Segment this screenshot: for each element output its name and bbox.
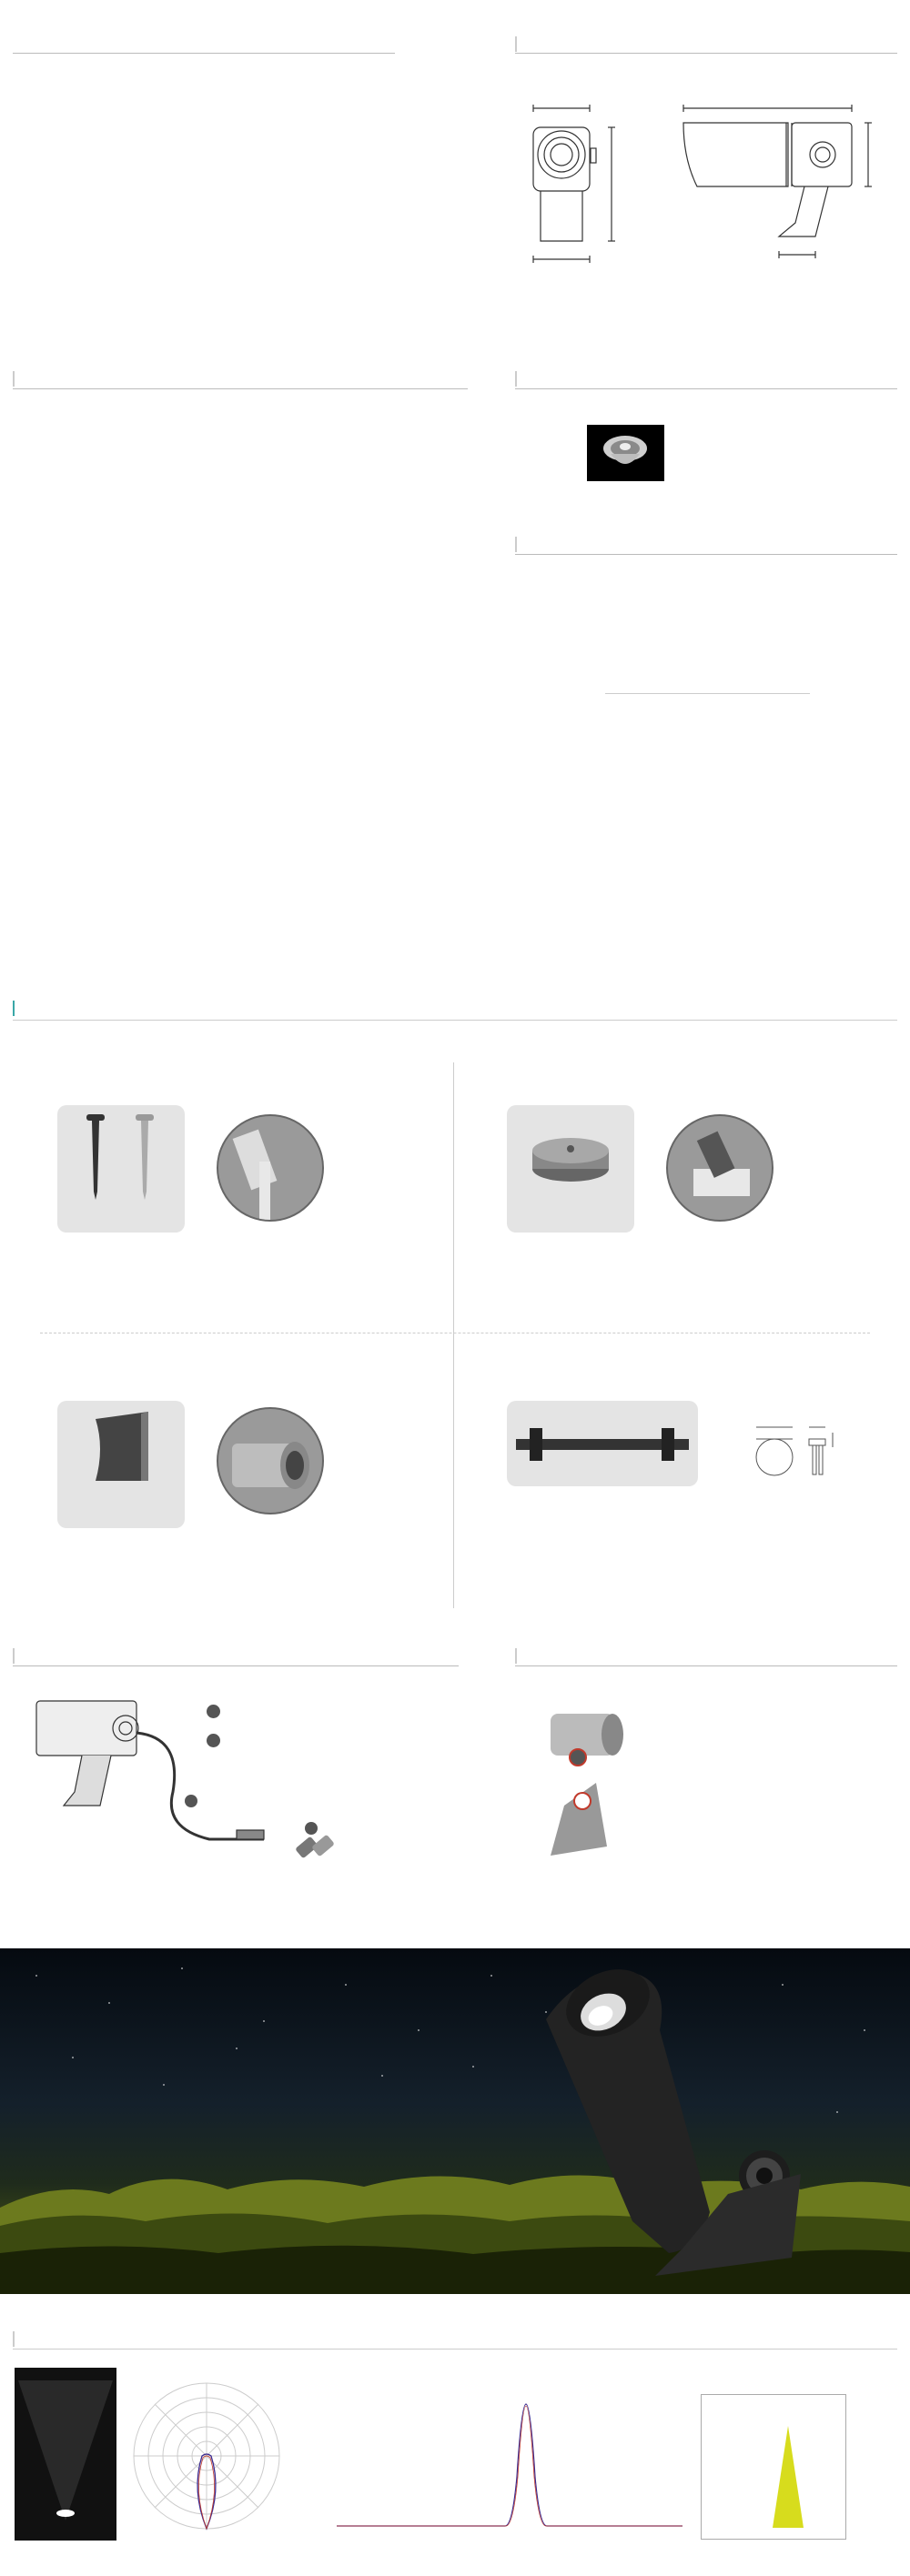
curve-c90-line	[337, 2406, 682, 2526]
polar-diagram	[120, 2372, 302, 2545]
hero-banner	[0, 1948, 910, 2294]
strap-thumb	[507, 1401, 698, 1486]
lens-image	[587, 425, 664, 481]
mounting-thumb	[507, 1105, 634, 1233]
spike-detail-image	[217, 1114, 324, 1222]
beam-angle-panel	[15, 2368, 116, 2541]
hood-thumb	[57, 1401, 185, 1528]
lens-title	[515, 371, 522, 387]
waterproof-drawing	[27, 1692, 355, 1883]
lux-table	[701, 2394, 846, 2540]
wp-b-item	[207, 1734, 220, 1750]
features-title	[515, 1648, 522, 1664]
wp-a-item	[207, 1705, 220, 1721]
features-image	[532, 1701, 646, 1897]
linear-drawing	[515, 86, 897, 291]
distribution-curve-chart	[291, 2368, 692, 2542]
spike-thumb	[57, 1105, 185, 1233]
mounting-detail-image	[666, 1114, 774, 1222]
waterproof-title	[13, 1648, 20, 1664]
quick-spec-table	[13, 56, 395, 295]
hood-detail-image	[217, 1407, 324, 1514]
specification-table	[13, 389, 468, 928]
strap-dimension-drawing	[742, 1396, 887, 1487]
painting-title	[515, 537, 522, 552]
photometric-title	[13, 2331, 20, 2347]
curve-c0-line	[337, 2404, 682, 2526]
optional-title	[13, 1001, 20, 1016]
specification-title	[13, 371, 20, 387]
linear-drawing-title	[515, 36, 522, 52]
